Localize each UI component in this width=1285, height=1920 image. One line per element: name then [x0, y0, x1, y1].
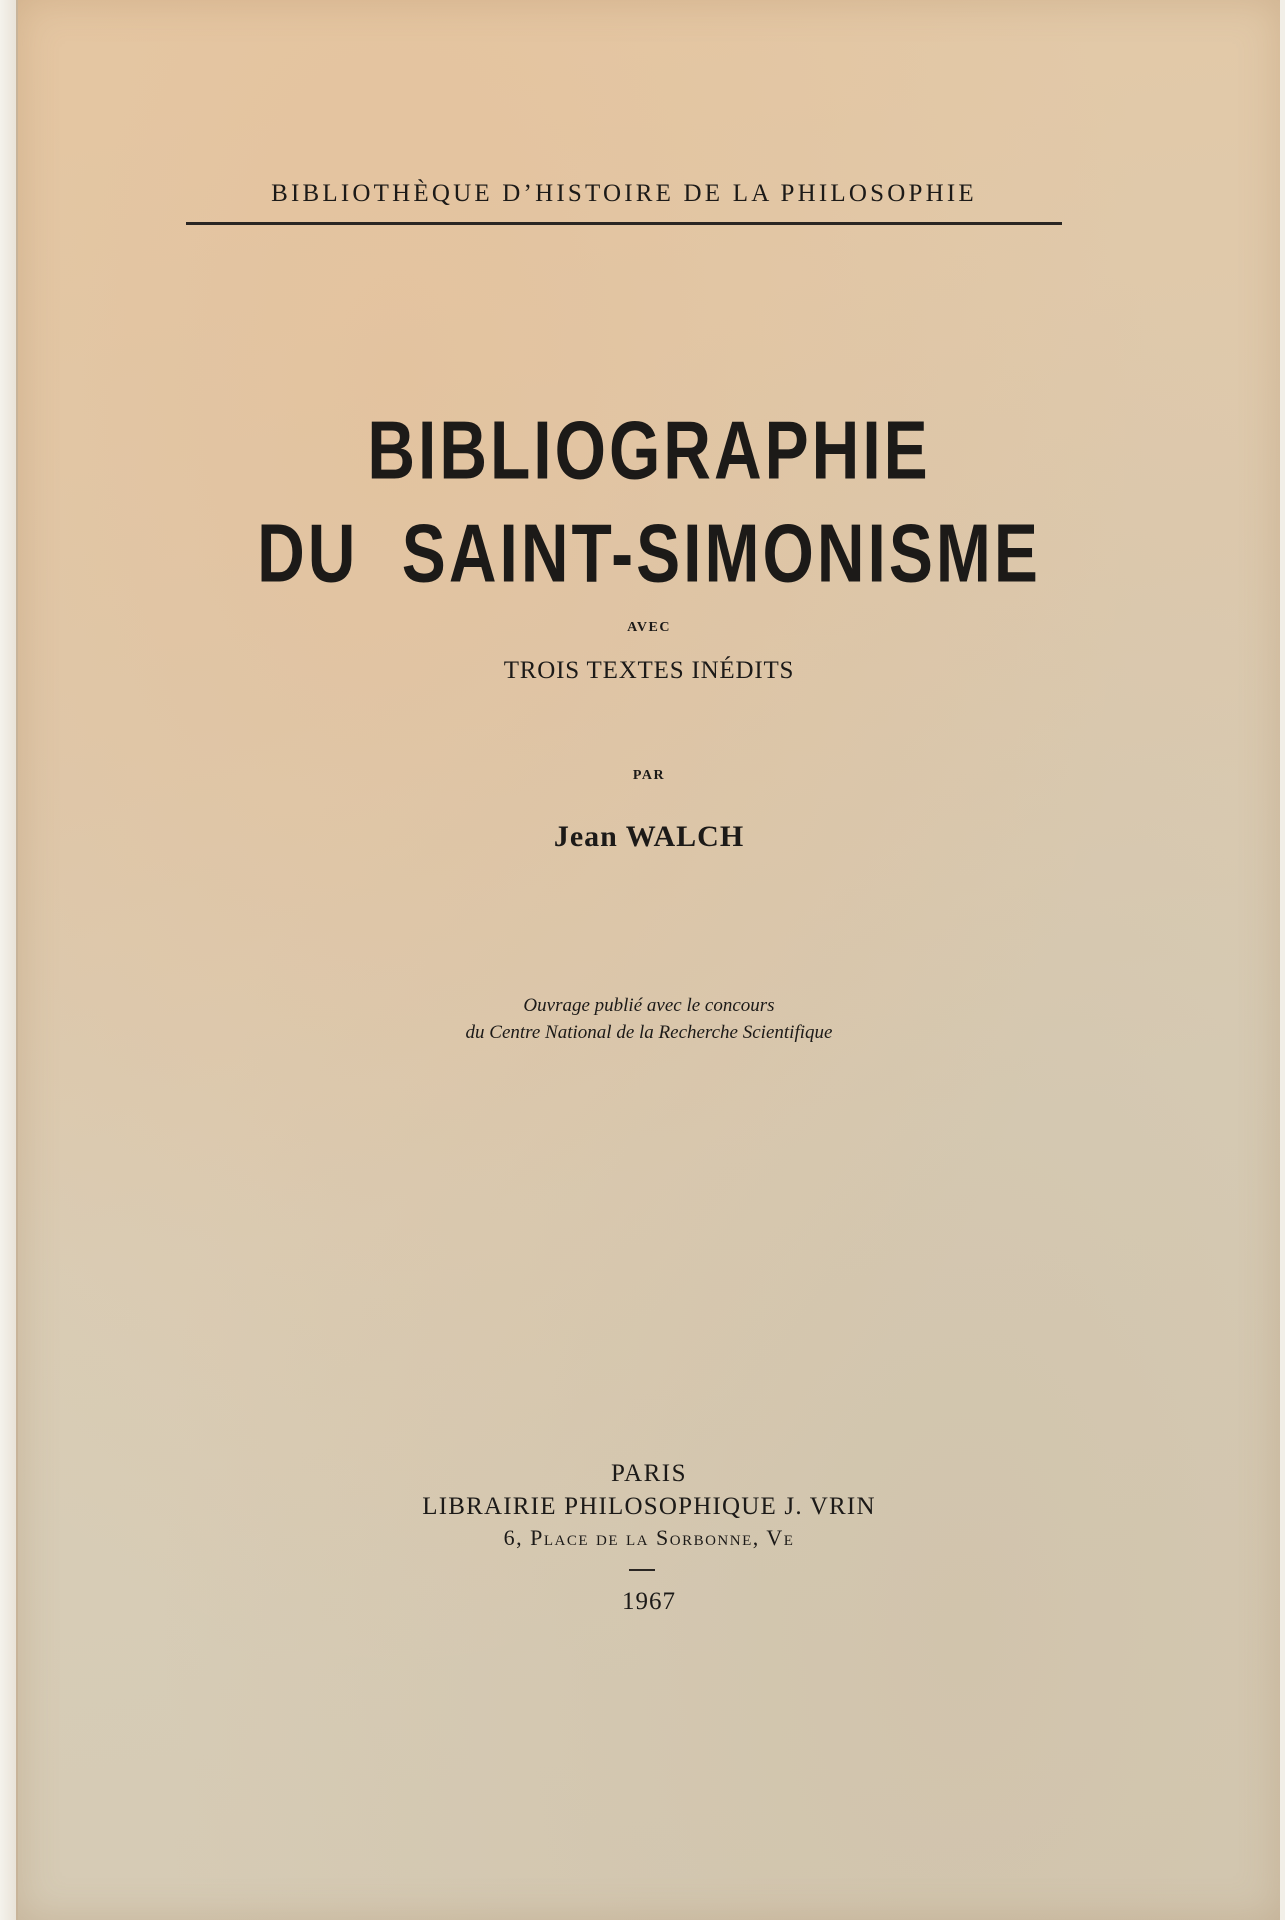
book-cover: [16, 0, 1280, 1920]
funding-note-line-2: du Centre National de la Recherche Scientifique: [465, 1022, 833, 1043]
series-title: BIBLIOTHÈQUE D’HISTOIRE DE LA PHILOSOPHIE: [271, 180, 977, 207]
title-line-1: BIBLIOGRAPHIE: [367, 403, 931, 496]
publisher-address: 6, Place de la Sorbonne, Ve: [503, 1525, 795, 1550]
avec-label: AVEC: [627, 620, 671, 635]
publication-year: 1967: [622, 1588, 676, 1615]
publisher-city: PARIS: [610, 1460, 688, 1487]
funding-note-line-1: Ouvrage publié avec le concours: [523, 995, 775, 1016]
page-edge: [0, 0, 16, 1920]
subtitle: TROIS TEXTES INÉDITS: [503, 657, 795, 684]
author-name: Jean WALCH: [553, 820, 745, 853]
publisher-name: LIBRAIRIE PHILOSOPHIQUE J. VRIN: [422, 1493, 876, 1520]
separator-dash: [629, 1569, 655, 1571]
series-rule: [186, 222, 1062, 225]
par-label: PAR: [632, 768, 666, 783]
title-line-2: DU SAINT-SIMONISME: [257, 506, 1041, 599]
